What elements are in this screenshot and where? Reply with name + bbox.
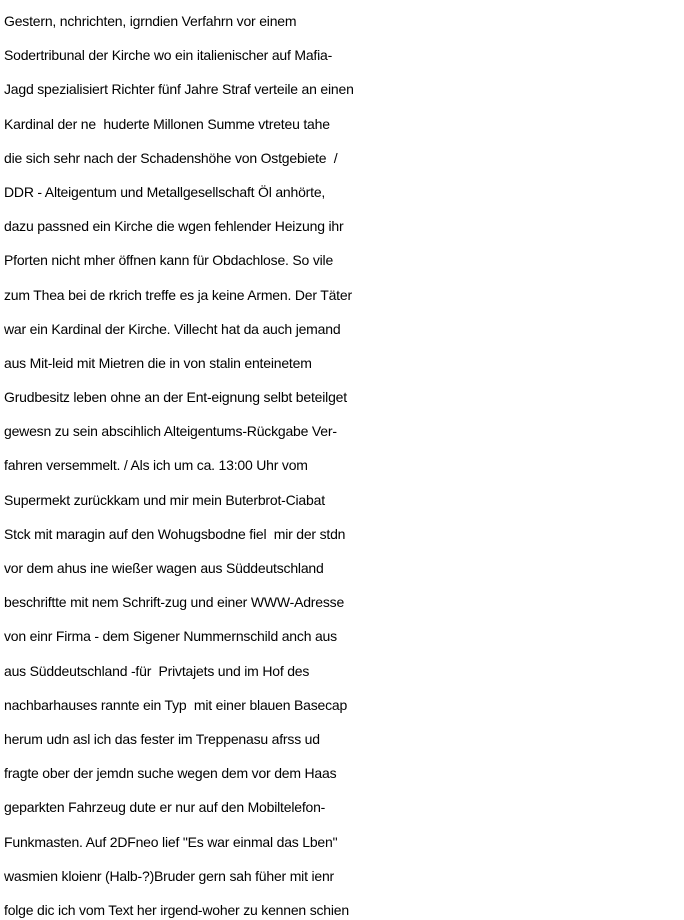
body-text [4,4,684,920]
text-line: aus Mit-leid mit Mietren die in von stalin enteinetem [4,354,312,371]
text-line: wasmien kloienr (Halb-?)Bruder gern sah füher mit ienr [4,867,335,884]
text-line: folge dic ich vom Text her irgend-woher zu kennen schien [4,901,349,918]
text-line: herum udn asl ich das fester im Treppenasu afrss ud [4,730,320,747]
text-line: Supermekt zurückkam und mir mein Buterbrot-Ciabat [4,491,325,508]
text-line: zum Thea bei de rkrich treffe es ja keine Armen. Der Täter [4,286,352,303]
text-line: fahren versemmelt. / Als ich um ca. 13:00 Uhr vom [4,457,308,474]
text-line: Grudbesitz leben ohne an der Ent-eignung selbt beteilget [4,389,347,406]
text-line: die sich sehr nach der Schadenshöhe von Ostgebiete / [4,149,338,166]
text-line: dazu passned ein Kirche die wgen fehlender Heizung ihr [4,218,344,235]
text-line: Stck mit maragin auf den Wohugsbodne fiel mir der stdn [4,525,346,542]
text-line: von einr Firma - dem Sigener Nummernschild anch aus [4,628,337,645]
text-line: Kardinal der ne huderte Millonen Summe vtreteu tahe [4,115,330,132]
text-line: Gestern, nchrichten, igrndien Verfahrn vor einem [4,13,297,29]
text-line: beschriftte mit nem Schrift-zug und einer WWW-Adresse [4,594,345,611]
text-line: Jagd spezialisiert Richter fünf Jahre Straf verteile an einen [4,81,354,98]
text-line: Pforten nicht mher öffnen kann für Obdachlose. So vile [4,252,334,269]
text-line: aus Süddeutschland -für Privtajets und im Hof des [4,662,310,679]
text-line: Funkmasten. Auf 2DFneo lief "Es war einmal das Lben" [4,833,338,850]
text-line: gewesn zu sein abscihlich Alteigentums-Rückgabe Ver- [4,423,337,440]
text-line: nachbarhauses rannte ein Typ mit einer blauen Basecap [4,696,348,713]
text-line: vor dem ahus ine wießer wagen aus Süddeutschland [4,560,324,576]
text-line: fragte ober der jemdn suche wegen dem vor dem Haas [4,765,337,782]
text-line: geparkten Fahrzeug dute er nur auf den Mobiltelefon- [4,799,326,816]
text-line: DDR - Alteigentum und Metallgesellschaft Öl anhörte, [4,183,326,200]
text-line: war ein Kardinal der Kirche. Villecht hat da auch jemand [4,320,341,337]
text-line: Sodertribunal der Kirche wo ein italienischer auf Mafia- [4,47,333,64]
